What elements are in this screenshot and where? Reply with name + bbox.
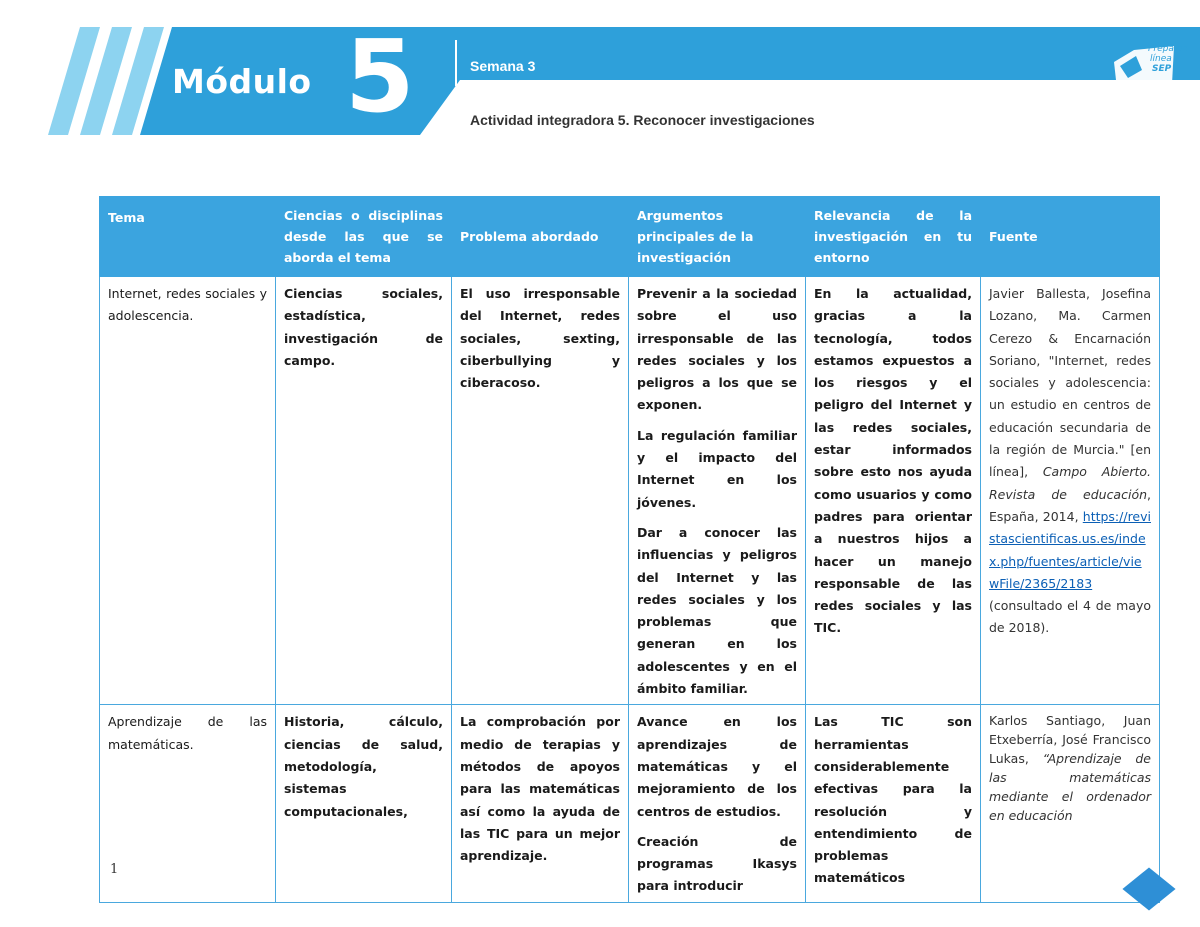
table-header-row [100, 197, 1160, 277]
source-consulted: (consultado el 4 de mayo de 2018). [989, 598, 1151, 636]
argument-paragraph: Creación de programas Ikasys para introducir [637, 833, 797, 894]
cell-ciencias: Ciencias sociales, estadística, investigación de campo. [276, 277, 452, 705]
header-fuente: Fuente [981, 197, 1160, 277]
cell-relevancia: En la actualidad, gracias a la tecnología, todos estamos expuestos a los riesgos y el peligro del Internet y las redes sociales, estar informados sobre esto nos ayuda como usuarios y como padres para orientar a nuestros hijos a hacer un manejo responsable de las redes sociales y las TIC. [806, 277, 981, 705]
header-problema: Problema abordado [452, 197, 629, 277]
activity-title: Actividad integradora 5. Reconocer investigaciones [470, 112, 815, 128]
cell-tema: Aprendizaje de las matemáticas. [100, 705, 276, 902]
table-row [100, 705, 1160, 902]
module-number: 5 [345, 18, 415, 135]
header-divider [455, 40, 457, 86]
argument-paragraph: Prevenir a la sociedad sobre el uso irresponsable de las redes sociales y los peligros a los que se exponen. [637, 286, 797, 413]
cell-fuente [981, 277, 1160, 705]
cell-fuente [981, 705, 1160, 902]
logo-line-2: línea [1150, 54, 1172, 64]
source-title: “Aprendizaje de las matemáticas mediante el ordenador en educación [989, 751, 1151, 824]
header-ciencias: Ciencias o disciplinas desde las que se aborda el tema [276, 197, 452, 277]
source-authors: Karlos Santiago, Juan Etxeberría, José Francisco Lukas, [989, 713, 1151, 767]
cell-ciencias: Historia, cálculo, ciencias de salud, metodología, sistemas computacionales, [276, 705, 452, 902]
source-authors: Javier Ballesta, Josefina Lozano, Ma. Carmen Cerezo & Encarnación Soriano, "Internet, redes sociales y adolescencia: un estudio en centros de educación secundaria de la región de Murcia." [en línea], [989, 286, 1151, 480]
research-table [99, 196, 1160, 903]
logo-line-1: Prepa en [1148, 44, 1188, 54]
table-row [100, 277, 1160, 705]
argument-paragraph: Dar a conocer las influencias y peligros del Internet y las redes sociales y los problemas que generan en los adolescentes y en el ámbito familiar. [637, 524, 797, 697]
module-title: Módulo [172, 62, 312, 101]
logo-text [1144, 44, 1188, 74]
page-number: 1 [110, 862, 119, 877]
cell-tema: Internet, redes sociales y adolescencia. [100, 277, 276, 705]
cell-argumentos [629, 277, 806, 705]
cell-problema: El uso irresponsable del Internet, redes sociales, sexting, ciberbullying y ciberacoso. [452, 277, 629, 705]
argument-paragraph: Avance en los aprendizajes de matemáticas y el mejoramiento de los centros de estudios. [637, 714, 797, 819]
header-tema: Tema [100, 197, 276, 277]
cell-relevancia: Las TIC son herramientas considerablemente efectivas para la resolución y entendimiento de problemas matemáticos [806, 705, 981, 902]
cell-problema: La comprobación por medio de terapias y métodos de apoyos para las matemáticas así como la ayuda de las TIC para un mejor aprendizaje. [452, 705, 629, 902]
source-journal: Campo Abierto. Revista de educación [989, 464, 1152, 502]
logo-line-3: SEP [1152, 64, 1172, 74]
source-link[interactable]: https://revistascientificas.us.es/index.php/fuentes/article/viewFile/2365/2183 [989, 508, 1151, 591]
header-argumentos: Argumentos principales de la investigación [629, 197, 806, 277]
week-label: Semana 3 [470, 58, 536, 74]
header-relevancia: Relevancia de la investigación en tu entorno [806, 197, 981, 277]
argument-paragraph: La regulación familiar y el impacto del Internet en los jóvenes. [637, 427, 797, 510]
source-details: , España, 2014, [989, 486, 1151, 524]
cell-argumentos [629, 705, 806, 902]
